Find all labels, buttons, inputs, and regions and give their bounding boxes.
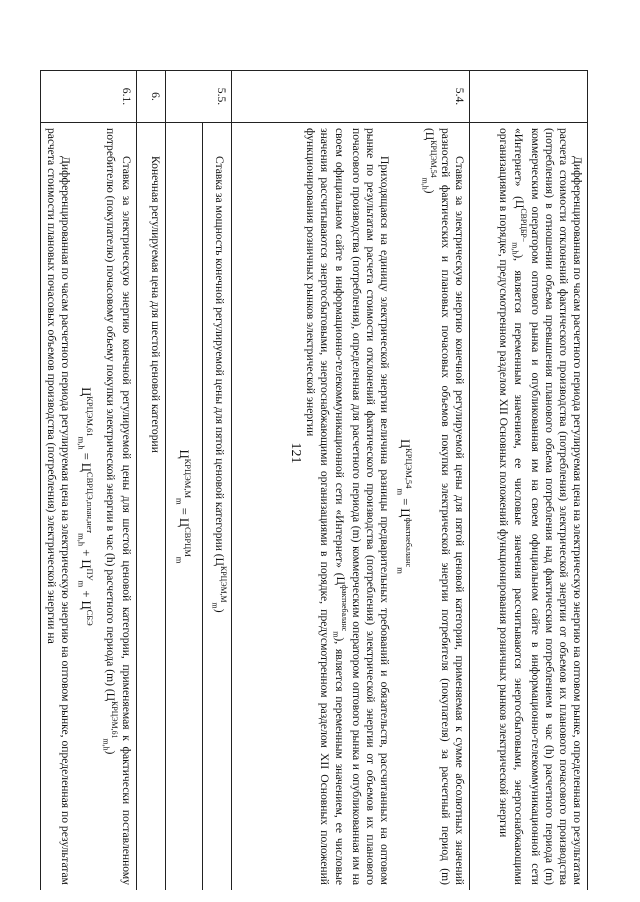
paragraph (496, 128, 585, 885)
table-row (203, 71, 232, 891)
row-number: 6.1. (40, 71, 136, 123)
formula: $Ц^{КРЦЭМ,54}_m = Ц^{фактнебаланс}_m$ (395, 439, 414, 574)
row-formula (166, 123, 203, 891)
text-fragment: ) (213, 608, 227, 613)
row-text (203, 123, 232, 891)
row-number: 5.4. (232, 71, 470, 123)
formula: $Ц^{КРЦЭМ,М}_m = Ц^{СВРЦМ}_m$ (174, 449, 193, 564)
text-fragment: Приходящаяся на единицу электрической энергии величина разницы предварительных требований и обязательств, рассчитанных на оптовом рынке по результатам расчета стоимости отклонений фактического производства (потребления) электрической энергии от объемов их планового почасового производства (потребления), определенная для расчетного периода (m) коммерческим оператором оптового рынка и опубликованная им на своем официальном сайте в информационно-телекоммуникационной сети «Интернет» ( (333, 128, 391, 885)
text-fragment: Дифференцированная по часам расчетного периода регулируемая цена на электрическую энергию на оптовом рынке, определенная по результатам расчета стоимости отклонений фактического производства (потребления) электрической энергии от объемов их планового почасового производства (потребления) в отношении объема превышения планового объема потребления над фактическим потреблением в час (h) расчетного периода (m) коммерческим оператором оптового рынка и опубликованная им на своем официальном сайте в информационно-телекоммуникационной сети «Интернет» ( (512, 128, 584, 885)
text-fragment: Ставка за электрическую энергию конечной регулируемой цены для шестой ценовой категории, применяемая к фактически поставленному потребителю (покупателю) почасовому объему покупки электрической энергии в час (h) расчетного периода (m) ( (104, 128, 133, 885)
row-text (470, 123, 588, 891)
formula: $Ц^{КРЦЭМ,61}_{m,h} = Ц^{СВРЦЭ,план,нет}_{m,h} + Ц^{ПУ}_m + Ц^{СБЭ}$ (76, 387, 96, 626)
paragraph: Дифференцированная по часам расчетного периода регулируемая цена на электрическую энергию на оптовом рынке, определенная по результатам расчета стоимости плановых почасовых объемов производства (потребления) электрической энергии на (44, 128, 73, 885)
text-fragment: ), является переменным значением, ее числовые значения рассчитываются энергосбытовыми, энергоснабжающими организациями в порядке, предусмотренном разделом XII Основных положений функционирования розничных рынков электрической энергии (496, 128, 526, 885)
row-number: 5.5. (166, 71, 232, 123)
row-text (137, 123, 166, 891)
formula-symbol: $Ц^{КРЦЭМ,61}_{m,h}$ (101, 692, 119, 751)
table-row (470, 71, 588, 891)
row-text (232, 123, 470, 891)
paragraph: Конечная регулируемая цена для шестой ценовой категории (149, 156, 162, 453)
tariff-table (40, 70, 588, 890)
row-text (40, 123, 136, 891)
paragraph (420, 128, 466, 885)
formula-symbol: $Ц^{фактнебаланс}_m$ (331, 576, 349, 638)
rotated-table-frame (40, 70, 588, 890)
paragraph (101, 128, 133, 885)
text-fragment: Ставка за мощность конечной регулируемой цены для пятой ценовой категории ( (213, 156, 227, 558)
table-row (232, 71, 470, 891)
text-fragment: ) (422, 189, 436, 194)
row-number: 6. (137, 71, 166, 123)
row-number (470, 71, 588, 123)
formula-symbol: $Ц^{СВРЦБР-}_{m,h}$ (510, 199, 528, 255)
table-row (166, 71, 203, 891)
page-number: 121 (288, 442, 303, 464)
table-row (40, 71, 136, 891)
paragraph (302, 128, 391, 885)
table-row (137, 71, 166, 891)
formula-symbol: $Ц^{КРЦЭМ,54}_{m,h}$ (420, 131, 438, 190)
text-fragment: ) (104, 750, 117, 755)
formula-symbol: $Ц^{КРЦЭМ,М}_m$ (210, 557, 228, 609)
text-fragment: Ставка за электрическую энергию конечной регулируемой цены для пятой ценовой категории, применяемая к сумме абсолютных значений разностей фактических и плановых почасовых объемов покупки электрической энергии потребителя (покупателя) за расчетный период (m) ( (422, 128, 466, 885)
text-fragment: ), является переменным значением, ее числовые значения рассчитываются энергосбытовыми, энергоснабжающими организациями в порядке, предусмотренном разделом XII Основных положений функционирования розничных рынков электрической энергии (303, 128, 347, 885)
paragraph (210, 128, 228, 885)
